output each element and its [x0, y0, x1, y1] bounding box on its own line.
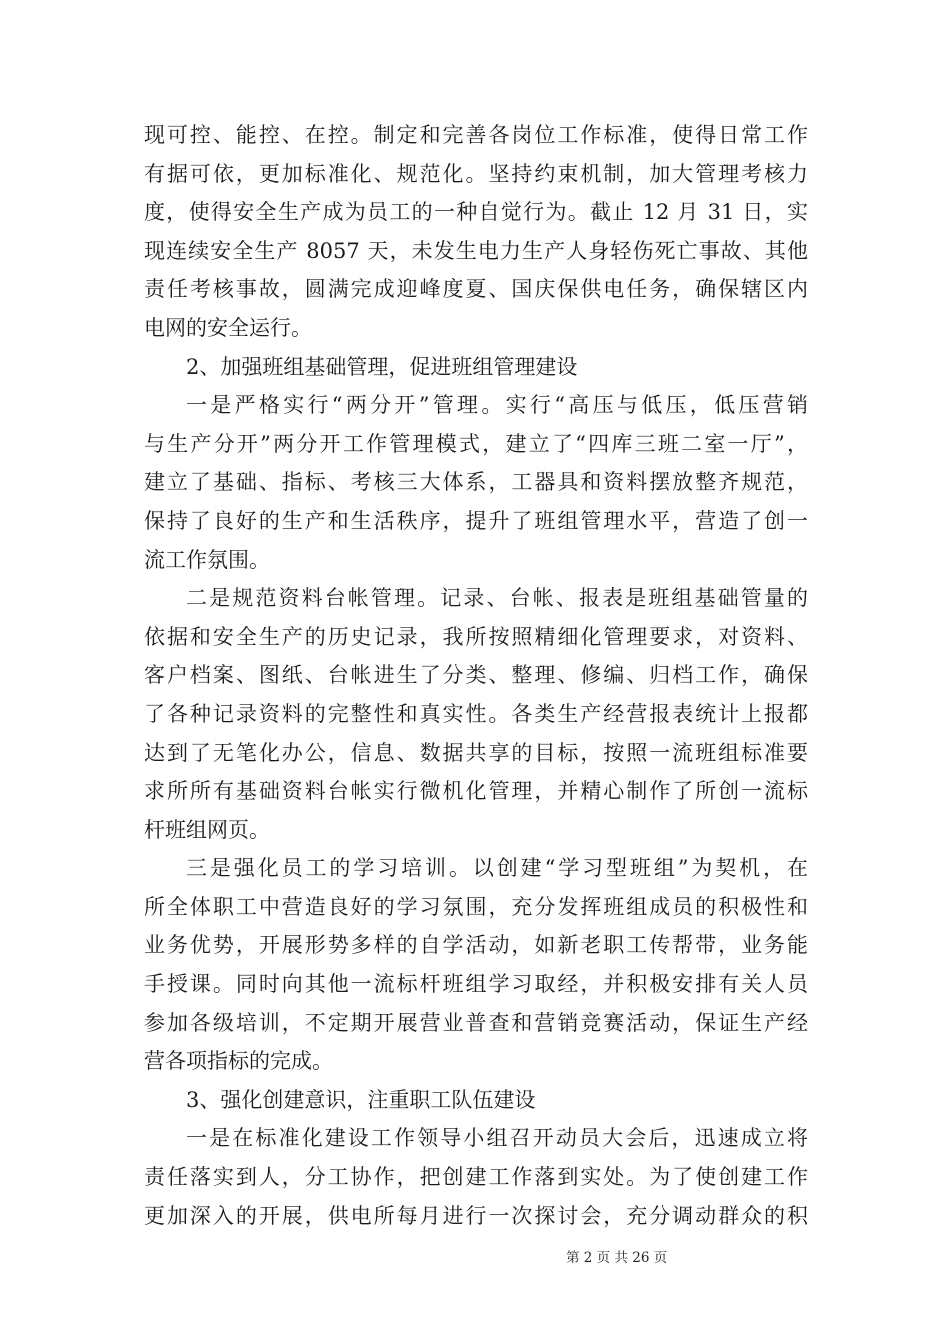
text-line: 手授课。同时向其他一流标杆班组学习取经，并积极安排有关人员	[144, 972, 808, 997]
text-line: 二是规范资料台帐管理。记录、台帐、报表是班组基础管量的	[186, 586, 808, 611]
page-footer	[0, 1246, 950, 1266]
heading-line: 3、强化创建意识，注重职工队伍建设	[186, 1087, 536, 1112]
paragraph-two-separation	[144, 386, 808, 579]
text-line: 营各项指标的完成。	[144, 1049, 333, 1074]
text-line: 客户档案、图纸、台帐进生了分类、整理、修编、归档工作，确保	[144, 663, 808, 688]
section-heading-2	[144, 348, 808, 387]
text-line: 一是在标准化建设工作领导小组召开动员大会后，迅速成立将	[186, 1126, 808, 1151]
text-line: 达到了无笔化办公，信息、数据共享的目标，按照一流班组标准要	[144, 740, 808, 765]
paragraph-staff-training	[144, 849, 808, 1081]
text-line: 保持了良好的生产和生活秩序，提升了班组管理水平，营造了创一	[144, 508, 808, 533]
text-line: 有据可依，更加标准化、规范化。坚持约束机制，加大管理考核力	[144, 161, 808, 186]
text-line: 电网的安全运行。	[144, 315, 312, 340]
text-line: 建立了基础、指标、考核三大体系，工器具和资料摆放整齐规范，	[144, 470, 808, 495]
paragraph-leadership-group	[144, 1119, 808, 1235]
text-line: 与生产分开”两分开工作管理模式，建立了“四库三班二室一厅”，	[144, 431, 808, 456]
text-line: 流工作氛围。	[144, 547, 270, 572]
text-line: 参加各级培训，不定期开展营业普查和营销竞赛活动，保证生产经	[144, 1010, 808, 1035]
text-line: 了各种记录资料的完整性和真实性。各类生产经营报表统计上报都	[144, 701, 808, 726]
text-line: 杆班组网页。	[144, 817, 270, 842]
text-line: 依据和安全生产的历史记录，我所按照精细化管理要求，对资料、	[144, 624, 808, 649]
text-line: 现连续安全生产 8057 天，未发生电力生产人身轻伤死亡事故、其他	[144, 238, 808, 263]
text-line: 责任落实到人，分工协作，把创建工作落到实处。为了使创建工作	[144, 1165, 808, 1190]
paragraph-continuation	[144, 116, 808, 348]
text-line: 一是严格实行“两分开”管理。实行“高压与低压，低压营销	[186, 393, 808, 418]
text-line: 更加深入的开展，供电所每月进行一次探讨会，充分调动群众的积	[144, 1203, 808, 1228]
text-line: 责任考核事故，圆满完成迎峰度夏、国庆保供电任务，确保辖区内	[144, 277, 808, 302]
text-line: 三是强化员工的学习培训。以创建“学习型班组”为契机，在	[186, 856, 808, 881]
text-line: 求所所有基础资料台帐实行微机化管理，并精心制作了所创一流标	[144, 779, 808, 804]
heading-line: 2、加强班组基础管理，促进班组管理建设	[186, 354, 578, 379]
text-line: 现可控、能控、在控。制定和完善各岗位工作标准，使得日常工作	[144, 123, 808, 147]
paragraph-records-management	[144, 579, 808, 849]
section-heading-3	[144, 1081, 808, 1120]
text-line: 度，使得安全生产成为员工的一种自觉行为。截止 12 月 31 日，实	[144, 200, 808, 225]
document-body	[144, 116, 808, 1235]
text-line: 所全体职工中营造良好的学习氛围，充分发挥班组成员的积极性和	[144, 894, 808, 919]
page-number-label: 第 2 页 共 26 页	[566, 1250, 668, 1266]
text-line: 业务优势，开展形势多样的自学活动，如新老职工传帮带，业务能	[144, 933, 808, 958]
